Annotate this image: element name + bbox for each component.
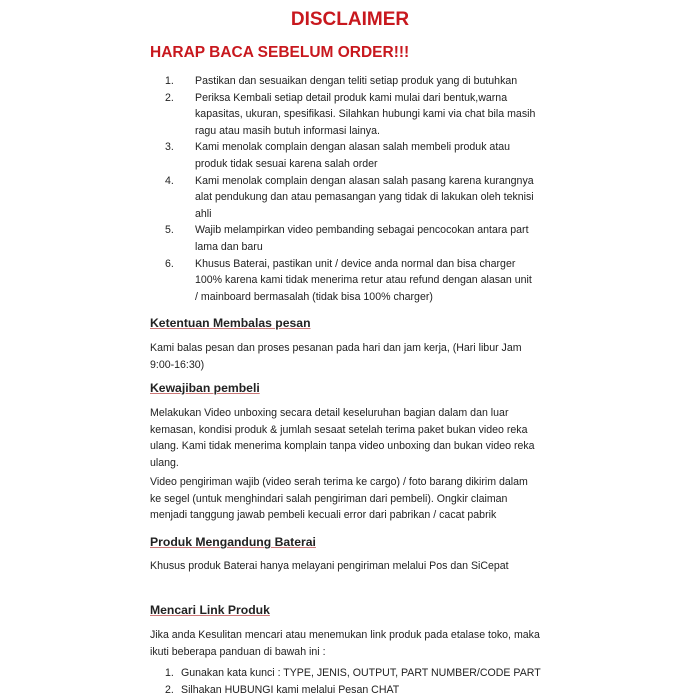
rule-item bbox=[165, 73, 565, 90]
text-line: Periksa Kembali setiap detail produk kami mulai dari bentuk,warna bbox=[195, 91, 508, 104]
step-item bbox=[165, 682, 541, 699]
text-line: Kami menolak complain dengan alasan salah pasang karena kurangnya bbox=[195, 174, 534, 187]
text-line: Khusus produk Baterai hanya melayani pengiriman melalui Pos dan SiCepat bbox=[150, 560, 509, 572]
text-line: Silhakan HUBUNGI kami melalui Pesan CHAT bbox=[181, 683, 400, 696]
section-heading-ketentuan: Ketentuan Membalas pesan bbox=[150, 316, 311, 330]
text-line: ahli bbox=[195, 207, 212, 220]
link-steps-list bbox=[165, 665, 541, 698]
text-line: / mainboard bermasalah (tidak bisa 100% charger) bbox=[195, 290, 433, 303]
text-line: ikuti beberapa panduan di bawah ini : bbox=[150, 645, 326, 658]
text-line: kapasitas, ukuran, spesifikasi. Silahkan hubungi kami via chat bila masih bbox=[195, 108, 536, 121]
text-line: ulang. Kami tidak menerima komplain tanpa video unboxing dan bukan video reka bbox=[150, 440, 535, 453]
text-line: Jika anda Kesulitan mencari atau menemukan link produk pada etalase toko, maka bbox=[150, 629, 540, 641]
rule-item bbox=[165, 173, 565, 223]
section-heading-baterai: Produk Mengandung Baterai bbox=[150, 535, 316, 549]
text-line: 9:00-16:30) bbox=[150, 358, 205, 371]
text-line: Video pengiriman wajib (video serah terima ke cargo) / foto barang dikirim dalam bbox=[150, 476, 528, 488]
text-line: menjadi tanggung jawab pembeli kecuali error dari pabrikan / cacat pabrik bbox=[150, 509, 497, 522]
text-line: Khusus Baterai, pastikan unit / device anda normal dan bisa charger bbox=[195, 257, 516, 270]
kewajiban-paragraph-2 bbox=[150, 474, 528, 524]
section-heading-kewajiban: Kewajiban pembeli bbox=[150, 381, 260, 395]
link-text bbox=[150, 627, 540, 660]
text-line: Kami menolak complain dengan alasan salah membeli produk atau bbox=[195, 141, 511, 154]
text-line: Wajib melampirkan video pembanding sebagai pencocokan antara part bbox=[195, 224, 529, 237]
text-line: Kami balas pesan dan proses pesanan pada hari dan jam kerja, (Hari libur Jam bbox=[150, 342, 522, 354]
rule-number: 4. bbox=[165, 174, 174, 187]
rule-number: 6. bbox=[165, 257, 174, 270]
step-number: 2. bbox=[165, 683, 174, 696]
step-item bbox=[165, 665, 541, 682]
text-line: Gunakan kata kunci : TYPE, JENIS, OUTPUT, PART NUMBER/CODE PART bbox=[181, 667, 541, 679]
rules-list bbox=[165, 73, 565, 305]
text-line: Pastikan dan sesuaikan dengan teliti setiap produk yang di butuhkan bbox=[195, 75, 518, 87]
text-line: ulang. bbox=[150, 456, 179, 469]
rule-item bbox=[165, 222, 565, 255]
text-line: produk tidak sesuai karena salah order bbox=[195, 157, 378, 170]
text-line: Melakukan Video unboxing secara detail keseluruhan bagian dalam dan luar bbox=[150, 407, 509, 419]
rule-number: 1. bbox=[165, 75, 174, 87]
section-heading-link: Mencari Link Produk bbox=[150, 603, 270, 617]
rule-item bbox=[165, 90, 565, 140]
rule-number: 5. bbox=[165, 224, 174, 237]
kewajiban-paragraph-1 bbox=[150, 405, 535, 471]
text-line: ke segel (untuk menghindari salah pengiriman dari pembeli). Ongkir claiman bbox=[150, 492, 508, 505]
rule-number: 2. bbox=[165, 91, 174, 104]
ketentuan-text bbox=[150, 340, 522, 373]
page-subtitle: HARAP BACA SEBELUM ORDER!!! bbox=[150, 44, 410, 61]
text-line: kemasan, kondisi produk & jumlah sesaat setelah terima paket bukan video reka bbox=[150, 423, 528, 436]
rule-number: 3. bbox=[165, 141, 174, 154]
baterai-text bbox=[150, 558, 509, 575]
text-line: lama dan baru bbox=[195, 240, 263, 253]
page-title: DISCLAIMER bbox=[290, 9, 410, 30]
text-line: ragu atau masih butuh informasi lainya. bbox=[195, 124, 380, 137]
rule-item bbox=[165, 139, 565, 172]
text-line: alat pendukung dan atau pemasangan yang tidak di lakukan oleh teknisi bbox=[195, 191, 534, 204]
rule-item bbox=[165, 256, 565, 306]
text-line: 100% karena kami tidak menerima retur atau refund dengan alasan unit bbox=[195, 274, 532, 287]
step-number: 1. bbox=[165, 667, 174, 679]
